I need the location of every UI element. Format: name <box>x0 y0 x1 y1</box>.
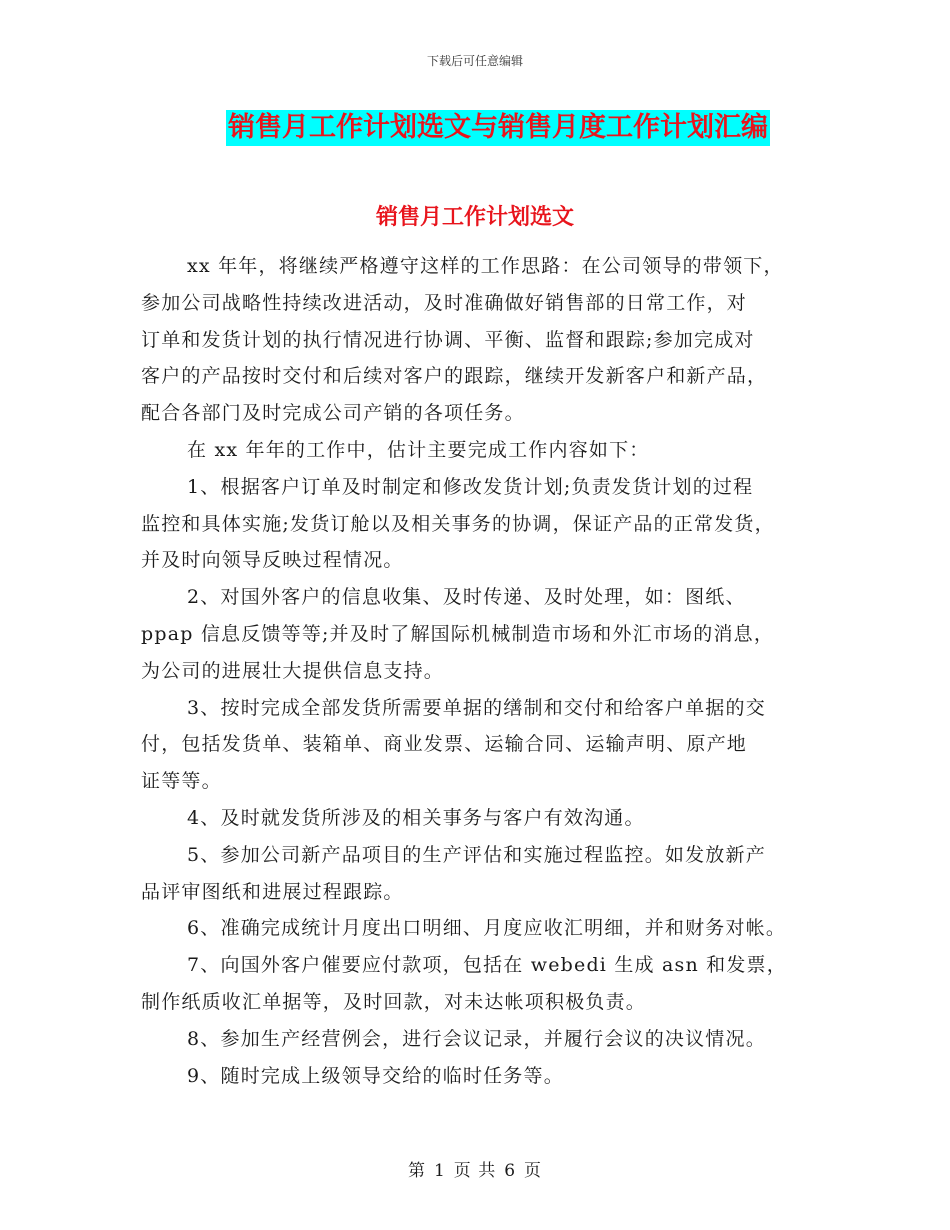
page-number: 1 <box>433 1161 446 1181</box>
text-line: 客户的产品按时交付和后续对客户的跟踪，继续开发新客户和新产品， <box>141 365 768 388</box>
text-line: 1、根据客户订单及时制定和修改发货计划;负责发货计划的过程 <box>187 475 754 498</box>
text-line: 4、及时就发货所涉及的相关事务与客户有效沟通。 <box>187 806 645 829</box>
paragraph-item-4 <box>141 800 831 837</box>
text-line: 7、向国外客户催要应付款项，包括在 webedi 生成 asn 和发票， <box>187 954 787 977</box>
document-body <box>141 248 831 1094</box>
paragraph-item-3 <box>141 690 831 800</box>
text-line: 配合各部门及时完成公司产销的各项任务。 <box>141 402 525 425</box>
text-line: 5、参加公司新产品项目的生产评估和实施过程监控。如发放新产 <box>187 843 766 866</box>
text-line: 参加公司战略性持续改进活动，及时准确做好销售部的日常工作，对 <box>141 291 748 314</box>
footer-suffix: 页 <box>524 1161 543 1181</box>
main-title-container <box>0 110 950 146</box>
text-line: 6、准确完成统计月度出口明细、月度应收汇明细，并和财务对帐。 <box>187 917 787 940</box>
paragraph-item-6 <box>141 910 831 947</box>
paragraph-item-7 <box>141 947 831 1021</box>
footer-prefix: 第 <box>407 1161 426 1181</box>
text-line: 8、参加生产经营例会，进行会议记录，并履行会议的决议情况。 <box>187 1027 766 1050</box>
header-note: 下载后可任意编辑 <box>426 54 523 68</box>
paragraph-item-9 <box>141 1058 831 1095</box>
paragraph-overview <box>141 432 831 469</box>
section-title: 销售月工作计划选文 <box>375 205 574 230</box>
page-total: 6 <box>504 1161 517 1181</box>
paragraph-item-2 <box>141 579 831 689</box>
text-line: 9、随时完成上级领导交给的临时任务等。 <box>187 1064 564 1087</box>
text-line: xx 年年，将继续严格遵守这样的工作思路：在公司领导的带领下， <box>187 255 784 277</box>
text-line: 为公司的进展壮大提供信息支持。 <box>141 659 445 682</box>
text-line: 品评审图纸和进展过程跟踪。 <box>141 880 404 903</box>
text-line: 并及时向领导反映过程情况。 <box>141 549 404 572</box>
page-footer <box>0 1156 950 1181</box>
paragraph-item-8 <box>141 1021 831 1058</box>
text-line: 3、按时完成全部发货所需要单据的缮制和交付和给客户单据的交 <box>187 696 766 719</box>
text-line: 订单和发货计划的执行情况进行协调、平衡、监督和跟踪;参加完成对 <box>141 328 755 351</box>
footer-middle: 页 共 <box>453 1161 497 1181</box>
text-line: 2、对国外客户的信息收集、及时传递、及时处理，如：图纸、 <box>187 586 746 609</box>
text-line: 制作纸质收汇单据等，及时回款，对未达帐项积极负责。 <box>141 990 647 1013</box>
text-line: 监控和具体实施;发货订舱以及相关事务的协调，保证产品的正常发货， <box>141 512 775 535</box>
text-line: ppap 信息反馈等等;并及时了解国际机械制造市场和外汇市场的消息， <box>141 622 775 645</box>
paragraph-item-1 <box>141 469 831 579</box>
main-title: 销售月工作计划选文与销售月度工作计划汇编 <box>226 110 770 146</box>
paragraph-item-5 <box>141 837 831 911</box>
text-line: 付，包括发货单、装箱单、商业发票、运输合同、运输声明、原产地 <box>141 733 748 756</box>
text-line: 证等等。 <box>141 770 222 793</box>
text-line: 在 xx 年年的工作中，估计主要完成工作内容如下： <box>187 438 650 461</box>
paragraph-intro <box>141 248 831 432</box>
